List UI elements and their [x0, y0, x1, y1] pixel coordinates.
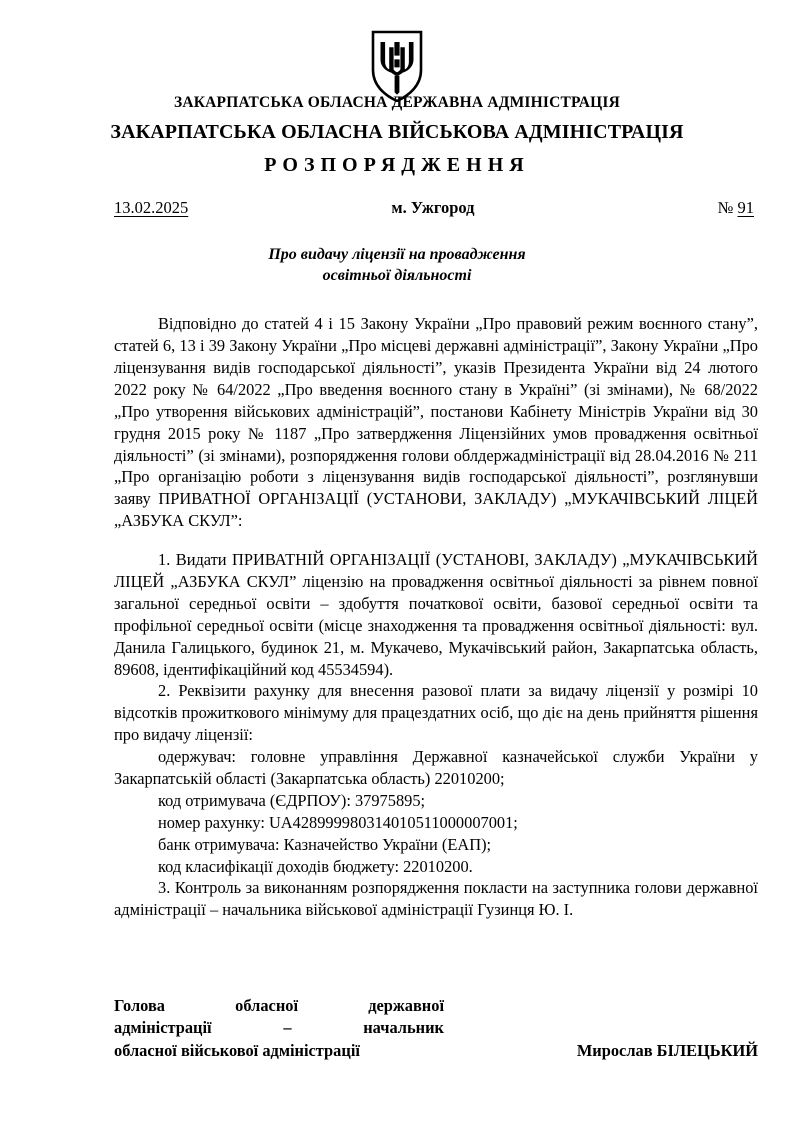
paragraph-item-3: 3. Контроль за виконанням розпорядження покласти на заступника голови державної адміністрації – начальника військової адміністрації Гузинця Ю. І. [114, 878, 758, 920]
requisite-account-number: номер рахунку: UA428999980314010511000007001; [158, 812, 518, 832]
organization-name-civil: ЗАКАРПАТСЬКА ОБЛАСНА ДЕРЖАВНА АДМІНІСТРАЦІЯ [173, 94, 621, 111]
document-subject [0, 244, 794, 286]
requisite-recipient: одержувач: головне управління Державної казначейської служби України у Закарпатській області (Закарпатська область) 22010200; [114, 747, 758, 789]
subject-line-1: Про видачу ліцензії на провадження [268, 246, 526, 263]
document-type-title: РОЗПОРЯДЖЕННЯ [264, 154, 530, 176]
document-number [718, 198, 754, 218]
document-number-prefix: № [717, 198, 738, 217]
paragraph-item-2: 2. Реквізити рахунку для внесення разової плати за видачу ліцензії у розмірі 10 відсотків прожиткового мінімуму для працездатних осіб, що діє на день прийняття рішення про видачу ліцензії: [114, 681, 758, 745]
requisite-bank: банк отримувача: Казначейство України (ЕАП); [158, 834, 492, 854]
requisite-edrpou: код отримувача (ЄДРПОУ): 37975895; [158, 790, 426, 810]
subject-line-2: освітньої діяльності [322, 267, 472, 285]
paragraph-preamble: Відповідно до статей 4 і 15 Закону України „Про правовий режим воєнного стану”, статей 6, 13 і 39 Закону України „Про місцеві державні адміністрації”, Закону України „Про ліцензування видів господарської діяльності”, указів Президента України від 24 лютого 2022 року № 64/2022 „Про введення воєнного стану в Україні” (зі змінами), № 68/2022 „Про утворення військових адміністрацій”, постанови Кабінету Міністрів України від 30 грудня 2015 року № 1187 „Про затвердження Ліцензійних умов провадження освітньої діяльності” (зі змінами), розпорядження голови облдержадміністрації від 28.04.2016 № 211 „Про організацію роботи з ліцензування видів господарської діяльності”, розглянувши заяву ПРИВАТНОЇ ОРГАНІЗАЦІЇ (УСТАНОВИ, ЗАКЛАДУ) „МУКАЧІВСЬКИЙ ЛІЦЕЙ „АЗБУКА СКУЛ”: [114, 314, 758, 531]
emblem-container [0, 0, 794, 92]
signatory-title [114, 995, 444, 1062]
signatory-title-line-2: адміністрації – начальник [114, 1018, 444, 1038]
requisite-budget-code: код класифікації доходів бюджету: 22010200. [158, 856, 473, 876]
paragraph-item-1: 1. Видати ПРИВАТНІЙ ОРГАНІЗАЦІЇ (УСТАНОВІ, ЗАКЛАДУ) „МУКАЧІВСЬКИЙ ЛІЦЕЙ „АЗБУКА СКУЛ” ліцензію на провадження освітньої діяльності за рівнем повної загальної середньої освіти – здобуття початкової освіти, базової середньої освіти та профільної середньої освіти (місце знаходження та провадження освітньої діяльності: вул. Данила Галицького, будинок 21, м. Мукачево, Мукачівський район, Закарпатська область, 89608, ідентифікаційний код 45534594). [114, 550, 758, 679]
document-number-value: 91 [737, 198, 754, 217]
document-body [0, 313, 794, 921]
ukrainian-trident-coat-of-arms-icon [370, 30, 424, 102]
signatory-title-line-1: Голова обласної державної [114, 996, 444, 1015]
document-date: 13.02.2025 [114, 198, 189, 217]
document-city: м. Ужгород [391, 198, 475, 217]
signature-block [114, 995, 758, 1062]
organization-name-military: ЗАКАРПАТСЬКА ОБЛАСНА ВІЙСЬКОВА АДМІНІСТРАЦІЯ [110, 121, 684, 143]
signatory-name: Мирослав БІЛЕЦЬКИЙ [576, 1040, 758, 1060]
document-meta-row [0, 198, 794, 218]
signatory-title-line-3: обласної військової адміністрації [114, 1040, 360, 1060]
